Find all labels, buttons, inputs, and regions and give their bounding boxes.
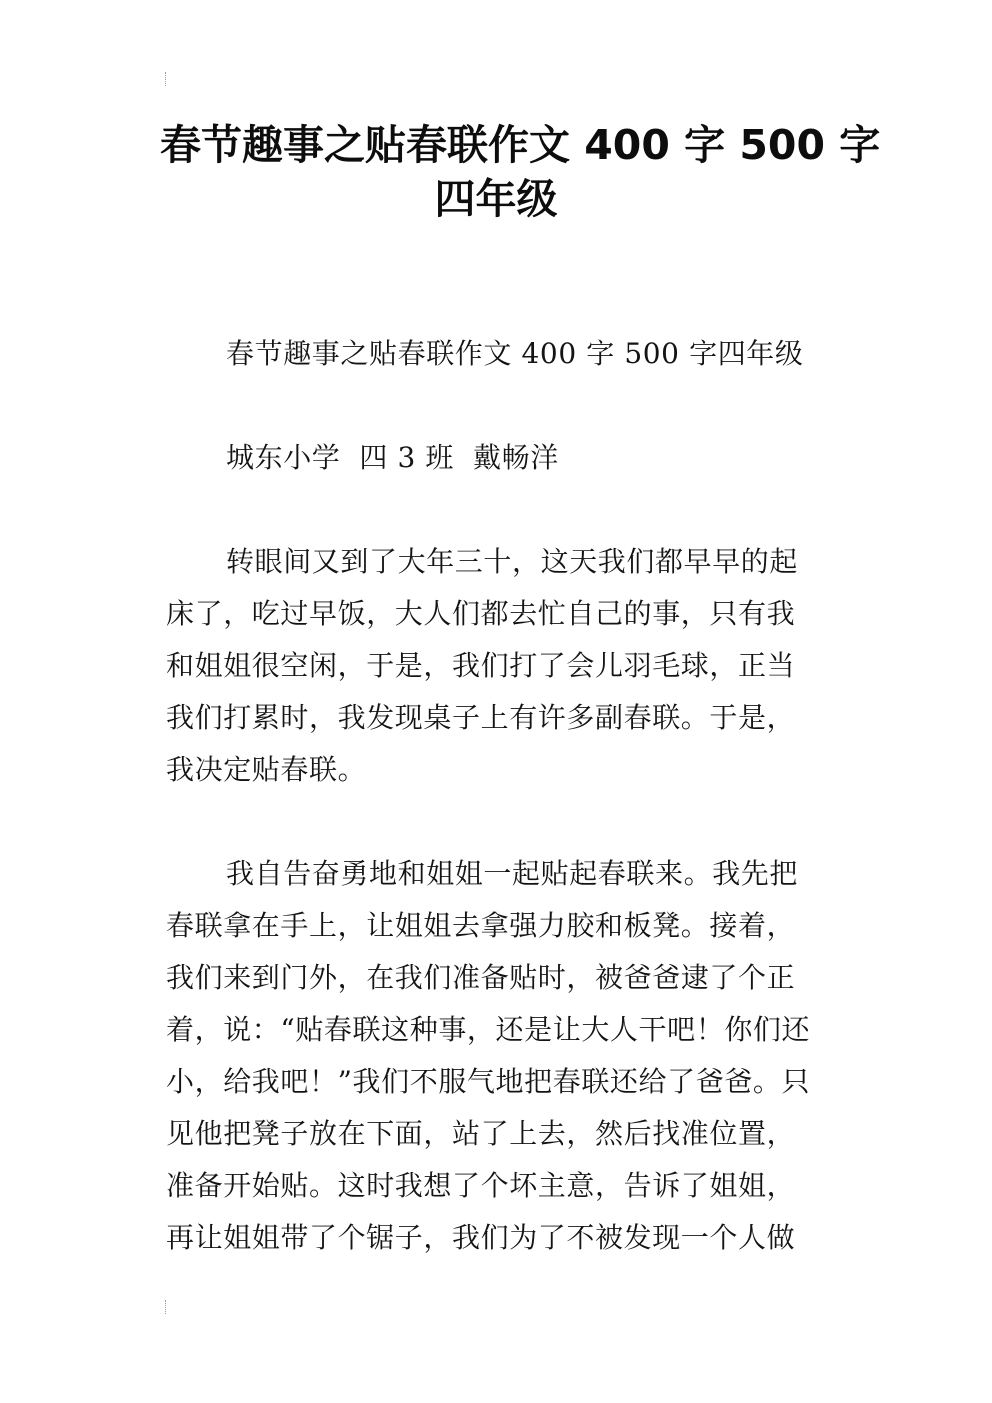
paragraph-line: 着，说：“贴春联这种事，还是让大人干吧！你们还 <box>166 1013 811 1046</box>
paragraph-line: 转眼间又到了大年三十，这天我们都早早的起 <box>226 545 799 578</box>
paragraph-line: 再让姐姐带了个锯子，我们为了不被发现一个人做 <box>166 1221 796 1254</box>
author-byline <box>166 432 830 484</box>
paragraph-line: 我自告奋勇地和姐姐一起贴起春联来。我先把 <box>226 857 799 890</box>
byline-text: 城东小学 四 3 班 戴畅洋 <box>226 441 559 474</box>
title-line-1: 春节趣事之贴春联作文 400 字 500 字 <box>160 121 881 169</box>
paragraph-2 <box>166 848 830 1264</box>
subtitle-text: 春节趣事之贴春联作文 400 字 500 字四年级 <box>226 337 804 370</box>
paragraph-line: 见他把凳子放在下面，站了上去，然后找准位置， <box>166 1117 796 1150</box>
document-title <box>160 118 881 226</box>
paragraph-line: 春联拿在手上，让姐姐去拿强力胶和板凳。接着， <box>166 909 796 942</box>
paragraph-line: 床了，吃过早饭，大人们都去忙自己的事，只有我 <box>166 597 796 630</box>
paragraph-1 <box>166 536 830 796</box>
paragraph-line: 小，给我吧！”我们不服气地把春联还给了爸爸。只 <box>166 1065 811 1098</box>
paragraph-line: 我们打累时，我发现桌子上有许多副春联。于是， <box>166 701 796 734</box>
margin-mark-bottom <box>165 1300 168 1314</box>
margin-mark-top <box>165 72 168 86</box>
paragraph-line: 我决定贴春联。 <box>166 753 367 786</box>
document-subtitle <box>166 328 830 380</box>
paragraph-line: 我们来到门外，在我们准备贴时，被爸爸逮了个正 <box>166 961 796 994</box>
paragraph-line: 准备开始贴。这时我想了个坏主意，告诉了姐姐， <box>166 1169 796 1202</box>
paragraph-line: 和姐姐很空闲，于是，我们打了会儿羽毛球，正当 <box>166 649 796 682</box>
title-line-2: 四年级 <box>434 175 558 223</box>
